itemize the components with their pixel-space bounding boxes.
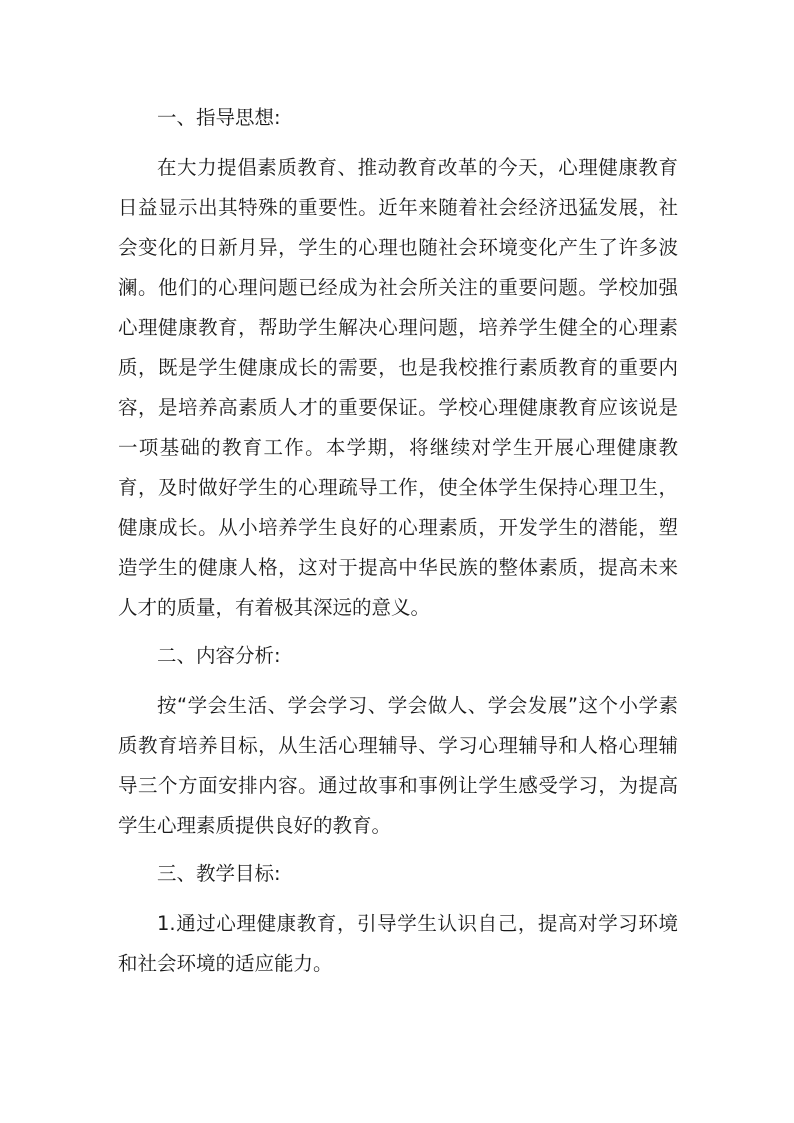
- document-body: [118, 98, 678, 992]
- paragraph-guiding-ideology: 在大力提倡素质教育、推动教育改革的今天，心理健康教育日益显示出其特殊的重要性。近年来随着社会经济迅猛发展，社会变化的日新月异，学生的心理也随社会环境变化产生了许多波澜。他们的心理问题已经成为社会所关注的重要问题。学校加强心理健康教育，帮助学生解决心理问题，培养学生健全的心理素质，既是学生健康成长的需要，也是我校推行素质教育的重要内容，是培养高素质人才的重要保证。学校心理健康教育应该说是一项基础的教育工作。本学期，将继续对学生开展心理健康教育，及时做好学生的心理疏导工作，使全体学生保持心理卫生，健康成长。从小培养学生良好的心理素质，开发学生的潜能，塑造学生的健康人格，这对于提高中华民族的整体素质，提高未来人才的质量，有着极其深远的意义。: [118, 156, 678, 619]
- paragraph-teaching-goal-1: 1.通过心理健康教育，引导学生认识自己，提高对学习环境和社会环境的适应能力。: [118, 912, 678, 975]
- section-heading-teaching-goals: 三、教学目标:: [157, 862, 281, 885]
- section-heading-guiding-ideology: 一、指导思想:: [157, 106, 281, 129]
- paragraph-content-analysis: 按“学会生活、学会学习、学会做人、学会发展”这个小学素质教育培养目标，从生活心理辅导、学习心理辅导和人格心理辅导三个方面安排内容。通过故事和事例让学生感受学习，为提高学生心理素质提供良好的教育。: [118, 694, 678, 837]
- section-heading-content-analysis: 二、内容分析:: [157, 644, 281, 667]
